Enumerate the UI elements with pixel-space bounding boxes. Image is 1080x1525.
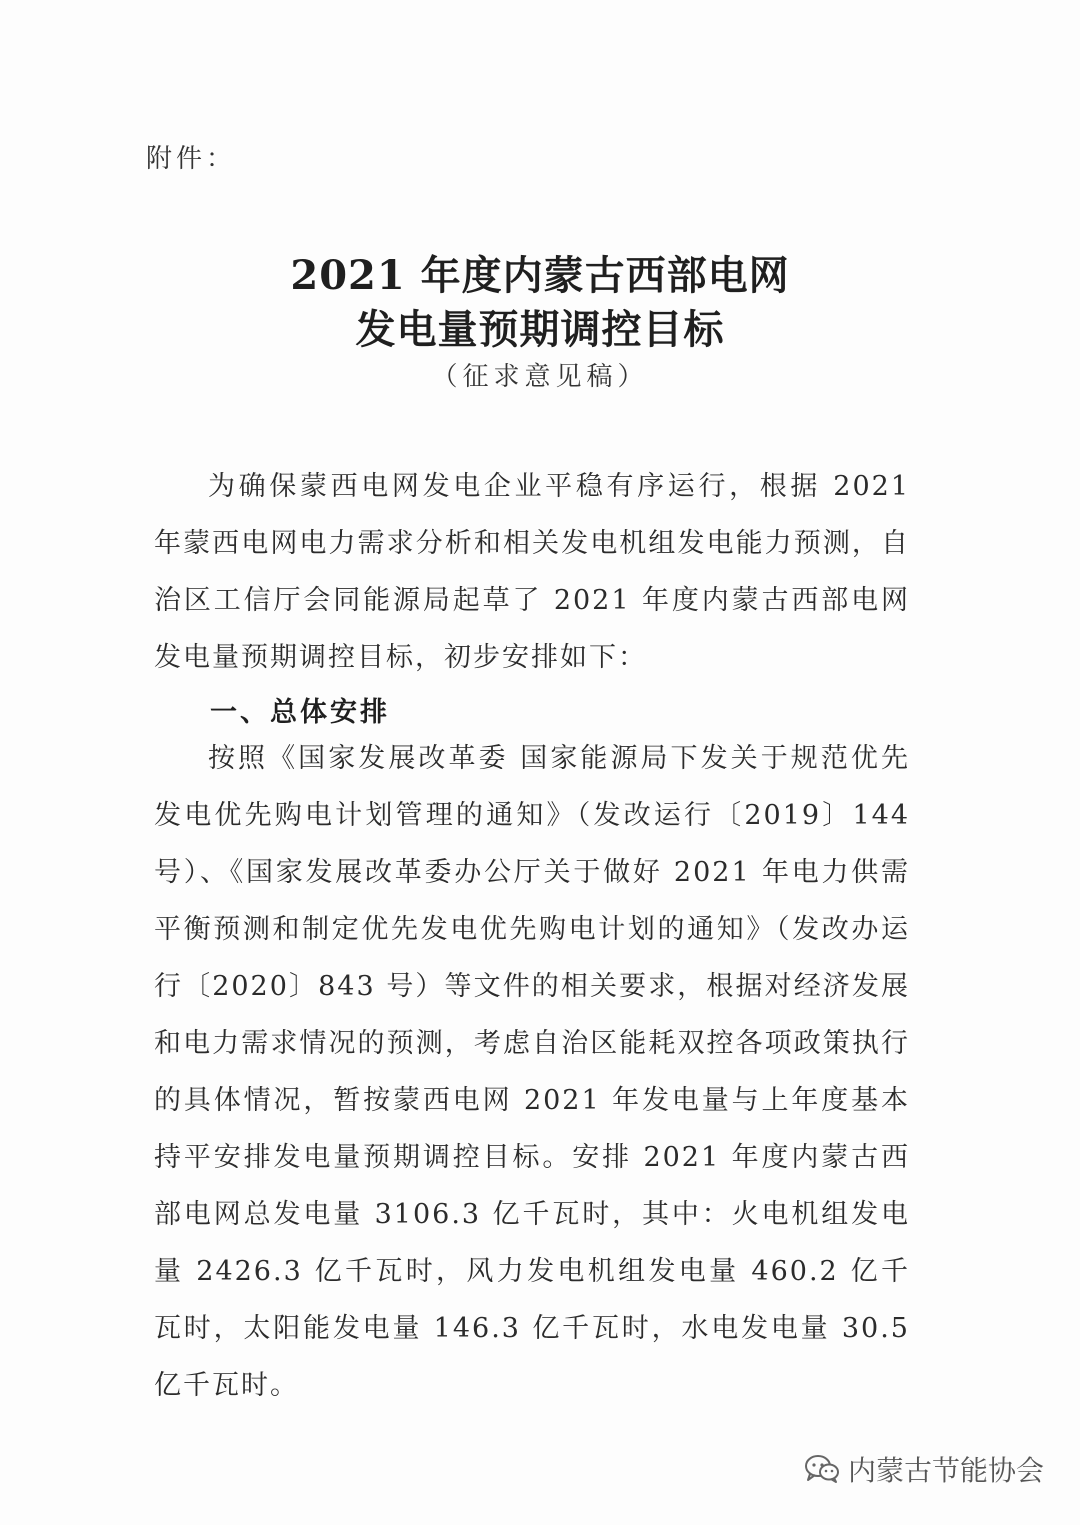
attachment-label: 附件： — [146, 144, 237, 174]
intro-paragraph: 为确保蒙西电网发电企业平稳有序运行，根据 2021 年蒙西电网电力需求分析和相关发电机组发电能力预测，自治区工信厅会同能源局起草了 2021 年度内蒙古西部电网发电量预期调控目标，初步安排如下： — [154, 471, 910, 673]
arrangement-paragraph: 按照《国家发展改革委 国家能源局下发关于规范优先发电优先购电计划管理的通知》（发改运行〔2019〕144 号）、《国家发展改革委办公厅关于做好 2021 年电力供需平衡预测和制定优先发电优先购电计划的通知》（发改办运行〔2020〕843 号）等文件的相关要求，根据对经济发展和电力需求情况的预测，考虑自治区能耗双控各项政策执行的具体情况，暂按蒙西电网 2021 年发电量与上年度基本持平安排发电量预期调控目标。安排 2021 年度内蒙古西部电网总发电量 3106.3 亿千瓦时，其中：火电机组发电量 2426.3 亿千瓦时，风力发电机组发电量 460.2 亿千瓦时，太阳能发电量 146.3 亿千瓦时，水电发电量 30.5 亿千瓦时。 — [154, 743, 910, 1401]
watermark-text: 内蒙古节能协会 — [847, 1454, 1044, 1487]
document-title-line1: 2021 年度内蒙古西部电网 — [290, 252, 790, 299]
document-subtitle: （征求意见稿） — [431, 362, 649, 392]
wechat-icon — [804, 1454, 840, 1484]
watermark — [804, 1449, 1044, 1489]
section-heading-overall-arrangement: 一、总体安排 — [210, 697, 390, 728]
document-title-line2: 发电量预期调控目标 — [355, 306, 725, 353]
